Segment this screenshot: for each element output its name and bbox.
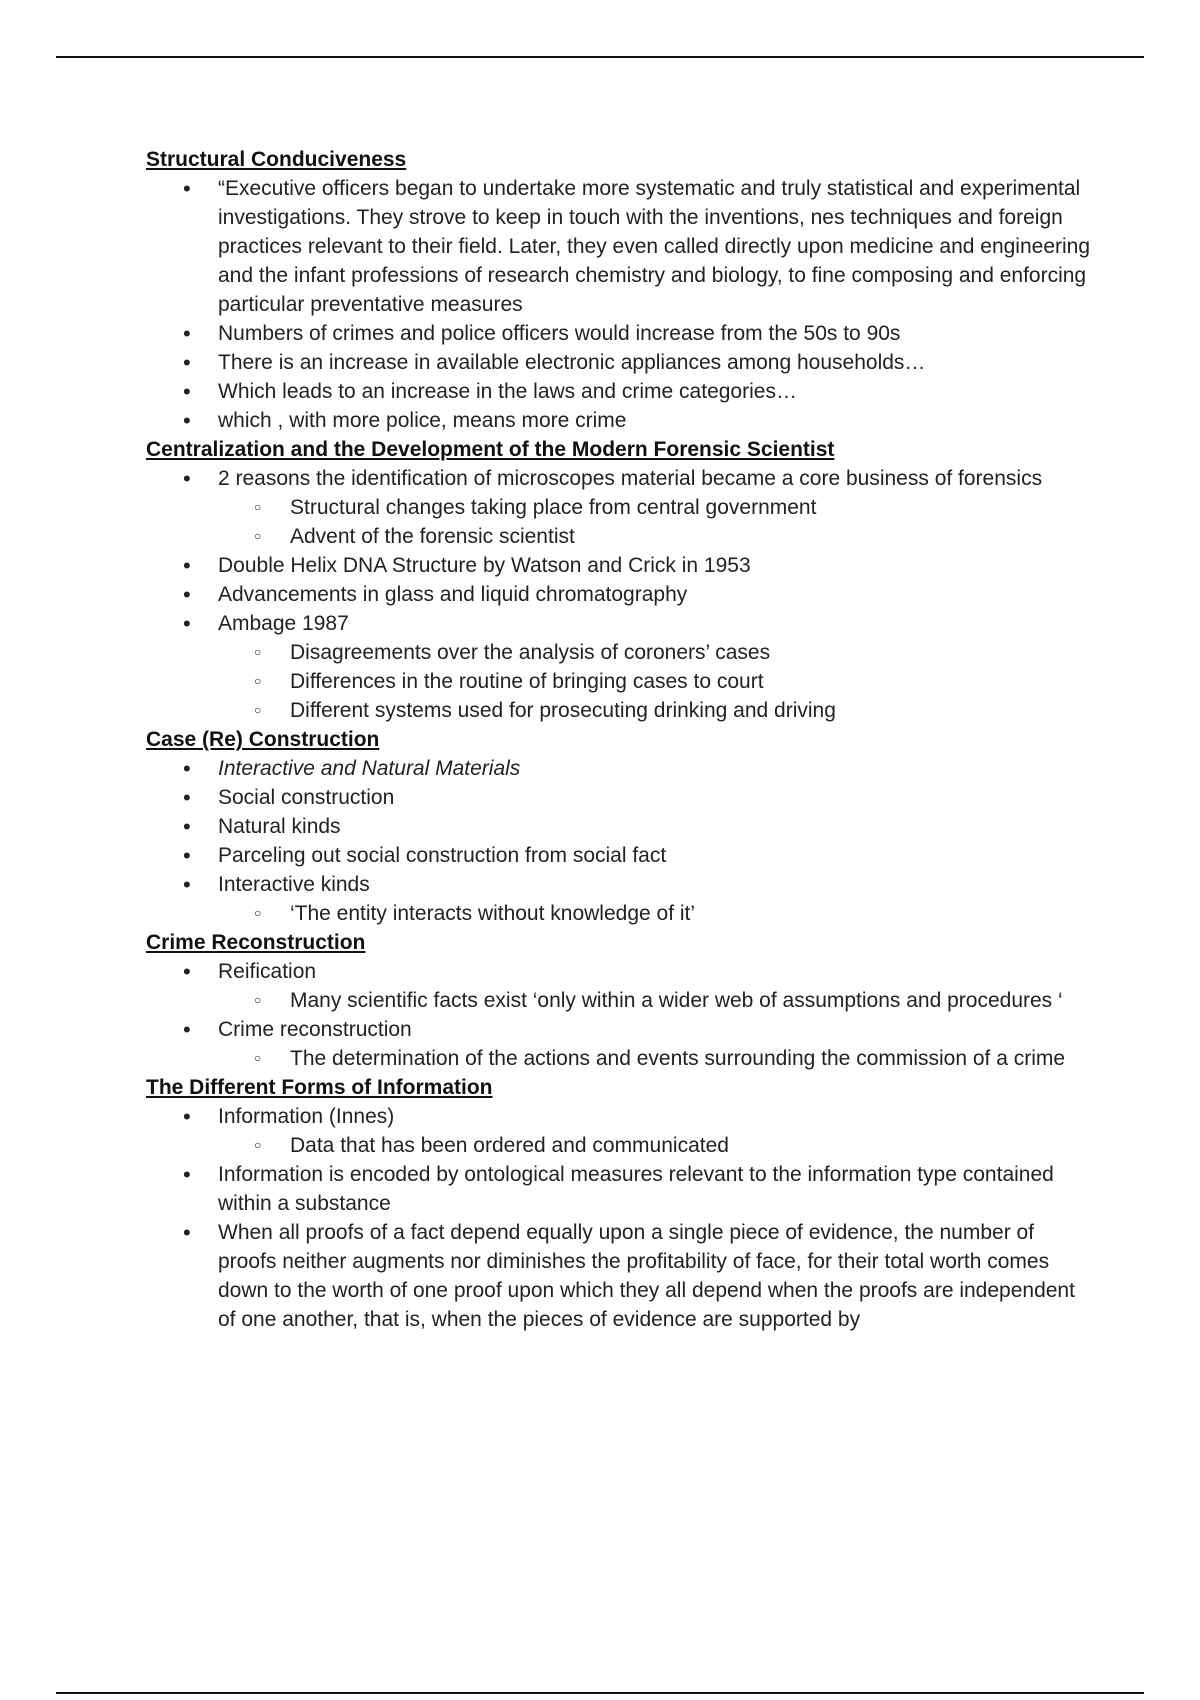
bullet-list: [146, 464, 1096, 725]
page-bottom-rule: [56, 1692, 1144, 1694]
bullet-text: • Advancements in glass and liquid chromatography: [218, 583, 688, 606]
bullet-list: [146, 1102, 1096, 1334]
sub-bullet-item: ○ Different systems used for prosecuting drinking and driving: [218, 696, 1096, 725]
bullet-text: • Parceling out social construction from social fact: [218, 844, 667, 867]
bullet-item: [146, 406, 1096, 435]
bullet-text: • Information (Innes): [218, 1105, 395, 1128]
bullet-item: [146, 319, 1096, 348]
bullet-text: • When all proofs of a fact depend equally upon a single piece of evidence, the number of proofs neither augments nor diminishes the profitability of face, for their total worth comes down to the worth of one proof upon which they all depend when the proofs are independent of one another, that is, when the pieces of evidence are supported by: [218, 1221, 1075, 1331]
bullet-text: • “Executive officers began to undertake more systematic and truly statistical and experimental investigations. They strove to keep in touch with the inventions, nes techniques and foreign practices relevant to their field. Later, they even called directly upon medicine and engineering and the infant professions of research chemistry and biology, to fine composing and enforcing particular preventative measures: [218, 177, 1091, 316]
bullet-item: [146, 174, 1096, 319]
bullet-item: [146, 1102, 1096, 1160]
bullet-text: • Double Helix DNA Structure by Watson and Crick in 1953: [218, 554, 751, 577]
bullet-text: • which , with more police, means more crime: [218, 409, 627, 432]
sub-bullet-list: [218, 899, 1096, 928]
bullet-list: [146, 174, 1096, 435]
bullet-item: [146, 870, 1096, 928]
page-top-rule: [56, 56, 1144, 58]
sub-bullet-item: ○ Data that has been ordered and communicated: [218, 1131, 1096, 1160]
bullet-text: • Interactive kinds: [218, 873, 370, 896]
bullet-item: [146, 551, 1096, 580]
sub-bullet-list: [218, 493, 1096, 551]
bullet-text: • Numbers of crimes and police officers would increase from the 50s to 90s: [218, 322, 901, 345]
bullet-text: • Information is encoded by ontological measures relevant to the information type contained within a substance: [218, 1163, 1054, 1215]
bullet-text: • Ambage 1987: [218, 612, 349, 635]
bullet-list: [146, 957, 1096, 1073]
sub-bullet-list: [218, 986, 1096, 1015]
section-heading: The Different Forms of Information: [146, 1076, 493, 1099]
bullet-text: • Social construction: [218, 786, 395, 809]
bullet-text: • There is an increase in available electronic appliances among households…: [218, 351, 926, 374]
sub-bullet-item: ○ Disagreements over the analysis of coroners’ cases: [218, 638, 1096, 667]
sub-bullet-item: ○ ‘The entity interacts without knowledge of it’: [218, 899, 1096, 928]
bullet-item: [146, 783, 1096, 812]
section-heading: Case (Re) Construction: [146, 728, 380, 751]
bullet-item: [146, 377, 1096, 406]
bullet-text: • Crime reconstruction: [218, 1018, 412, 1041]
bullet-item: [146, 609, 1096, 725]
bullet-text: • Reification: [218, 960, 317, 983]
bullet-item: [146, 580, 1096, 609]
sub-bullet-item: ○ Structural changes taking place from central government: [218, 493, 1096, 522]
document-body: [146, 145, 1096, 1334]
section-heading: Structural Conduciveness: [146, 148, 407, 171]
section-heading: Centralization and the Development of the Modern Forensic Scientist: [146, 438, 835, 461]
bullet-item: [146, 957, 1096, 1015]
section-heading: Crime Reconstruction: [146, 931, 366, 954]
bullet-text: • Interactive and Natural Materials: [218, 757, 521, 780]
bullet-item: [146, 1218, 1096, 1334]
bullet-item: [146, 754, 1096, 783]
bullet-item: [146, 464, 1096, 551]
sub-bullet-item: ○ The determination of the actions and events surrounding the commission of a crime: [218, 1044, 1096, 1073]
bullet-item: [146, 348, 1096, 377]
bullet-item: [146, 1160, 1096, 1218]
sub-bullet-item: ○ Advent of the forensic scientist: [218, 522, 1096, 551]
bullet-text: • 2 reasons the identification of microscopes material became a core business of forensics: [218, 467, 1043, 490]
bullet-text: • Natural kinds: [218, 815, 341, 838]
sub-bullet-list: [218, 1131, 1096, 1160]
bullet-item: [146, 812, 1096, 841]
bullet-item: [146, 1015, 1096, 1073]
sub-bullet-item: ○ Many scientific facts exist ‘only within a wider web of assumptions and procedures ‘: [218, 986, 1096, 1015]
sub-bullet-list: [218, 638, 1096, 725]
sub-bullet-list: [218, 1044, 1096, 1073]
bullet-text: • Which leads to an increase in the laws and crime categories…: [218, 380, 797, 403]
sub-bullet-item: ○ Differences in the routine of bringing cases to court: [218, 667, 1096, 696]
bullet-list: [146, 754, 1096, 928]
bullet-item: [146, 841, 1096, 870]
